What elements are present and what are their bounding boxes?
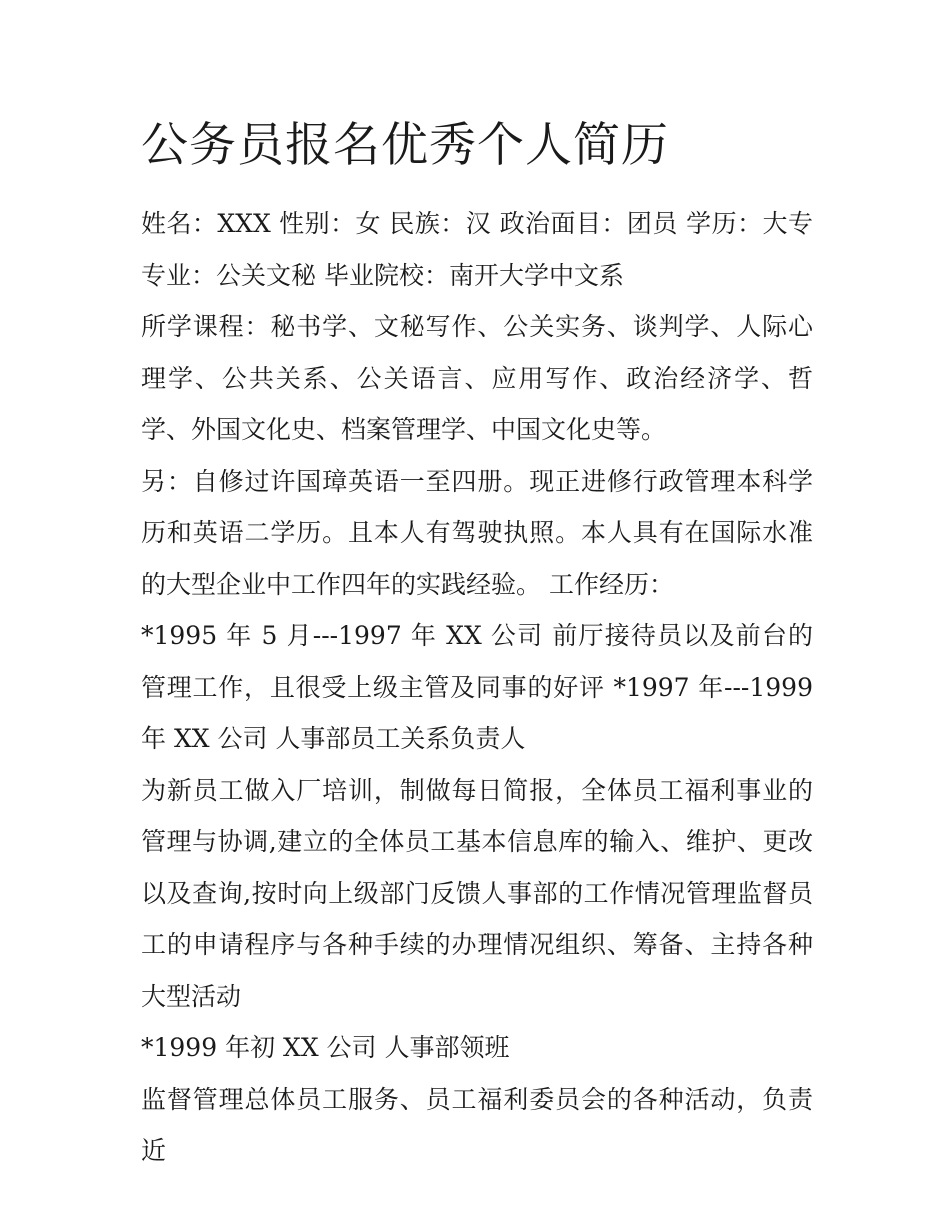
paragraph-experience-1995: *1995 年 5 月---1997 年 XX 公司 前厅接待员以及前台的管理工作，且很受上级主管及同事的好评 *1997 年---1999 年 XX 公司 人事部员工关系负责人	[141, 621, 813, 753]
paragraph-hr-duties: 为新员工做入厂培训，制做每日简报，全体员工福利事业的管理与协调,建立的全体员工基本信息库的输入、维护、更改以及查询,按时向上级部门反馈人事部的工作情况管理监督员工的申请程序与各种手续的办理情况组织、筹备、主持各种大型活动	[141, 775, 813, 1011]
paragraph-self-study: 另：自修过许国璋英语一至四册。现正进修行政管理本科学历和英语二学历。且本人有驾驶执照。本人具有在国际水准的大型企业中工作四年的实践经验。 工作经历：	[141, 466, 813, 599]
paragraph-personal-info: 姓名：XXX 性别：女 民族：汉 政治面目：团员 学历：大专 专业：公关文秘 毕业院校：南开大学中文系	[141, 209, 813, 290]
paragraph-courses: 所学课程：秘书学、文秘写作、公关实务、谈判学、人际心理学、公共关系、公关语言、应用写作、政治经济学、哲学、外国文化史、档案管理学、中国文化史等。	[141, 312, 813, 444]
document-page	[141, 112, 813, 1177]
document-title: 公务员报名优秀个人简历	[141, 118, 669, 173]
paragraph-supervision-duties: 监督管理总体员工服务、员工福利委员会的各种活动，负责近	[141, 1084, 813, 1165]
paragraph-experience-1999: *1999 年初 XX 公司 人事部领班	[141, 1033, 510, 1062]
